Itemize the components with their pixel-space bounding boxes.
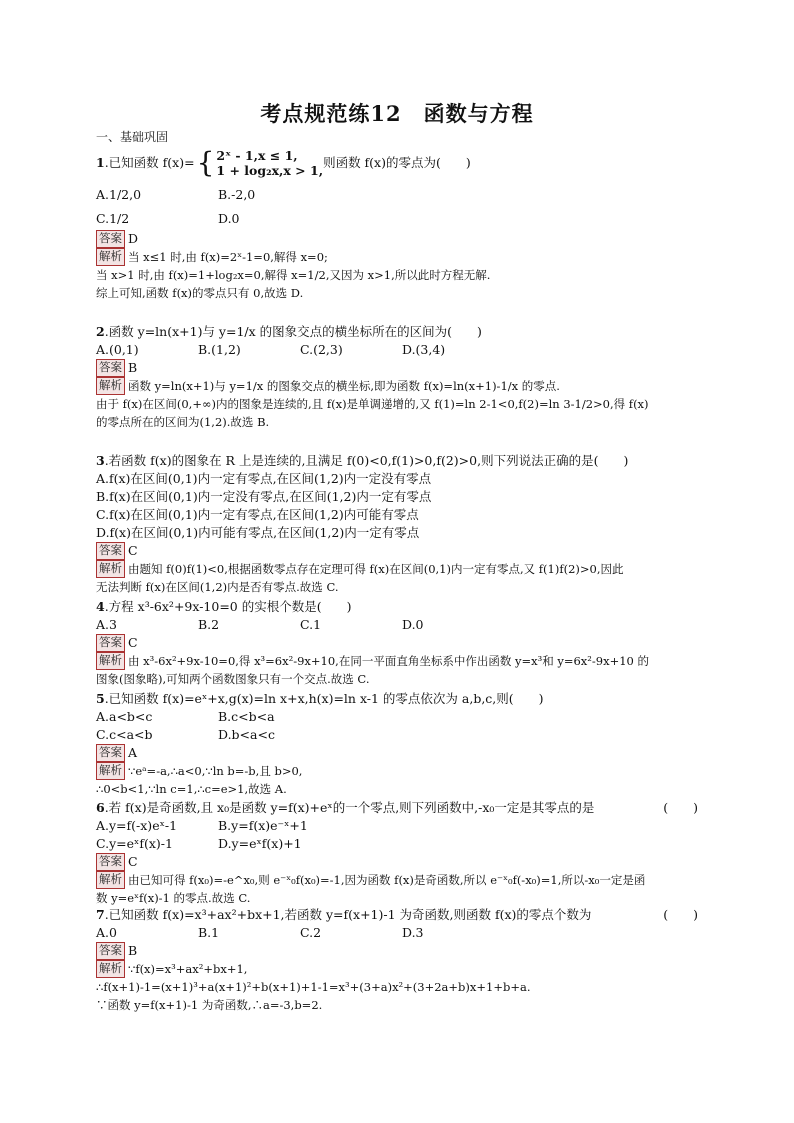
question-1 — [96, 146, 706, 302]
page-title: 考点规范练12 函数与方程 — [260, 101, 534, 126]
option-d: D.b<a<c — [218, 727, 275, 742]
answer-label: 答案 — [96, 230, 125, 248]
answer-bracket: ( ) — [663, 800, 698, 815]
question-number: 7 — [96, 907, 105, 922]
solution-line: 函数 y=ln(x+1)与 y=1/x 的图象交点的横坐标,即为函数 f(x)=ln(x+1)-1/x 的零点. — [128, 379, 560, 393]
option-c: C.y=eˣf(x)-1 — [96, 836, 173, 851]
piecewise-case-1: 2ˣ - 1,x ≤ 1, — [216, 148, 298, 163]
question-stem: .函数 y=ln(x+1)与 y=1/x 的图象交点的横坐标所在的区间为( ) — [104, 324, 482, 339]
option-c: C.1/2 — [96, 211, 130, 226]
question-stem-end: 则函数 f(x)的零点为( ) — [323, 155, 471, 170]
solution-line: 无法判断 f(x)在区间(1,2)内是否有零点.故选 C. — [96, 580, 339, 594]
solution-line: 综上可知,函数 f(x)的零点只有 0,故选 D. — [96, 286, 304, 300]
piecewise-brace-icon: { — [196, 146, 215, 179]
question-stem: .已知函数 f(x)=eˣ+x,g(x)=ln x+x,h(x)=ln x-1 的零点依次为 a,b,c,则( ) — [104, 691, 544, 706]
option-a: A.0 — [96, 925, 117, 940]
answer-label: 答案 — [96, 744, 125, 762]
option-d: D.y=eˣf(x)+1 — [218, 836, 302, 851]
option-c: C.1 — [300, 617, 322, 632]
option-d: D.0 — [402, 617, 424, 632]
question-number: 3 — [96, 453, 105, 468]
answer-value: D — [128, 231, 139, 246]
option-b: B.2 — [198, 617, 220, 632]
option-a: A.1/2,0 — [96, 187, 142, 202]
answer-label: 答案 — [96, 853, 125, 871]
solution-line: 当 x≤1 时,由 f(x)=2ˣ-1=0,解得 x=0; — [128, 250, 328, 264]
question-2 — [96, 323, 706, 431]
option-d: D.(3,4) — [402, 342, 446, 357]
question-stem-start: .已知函数 f(x)= — [104, 155, 195, 170]
option-a: A.a<b<c — [96, 709, 153, 724]
solution-line: ∵eᵃ=-a,∴a<0,∵ln b=-b,且 b>0, — [128, 764, 303, 778]
question-stem: .若 f(x)是奇函数,且 x₀是函数 y=f(x)+eˣ的一个零点,则下列函数中,-x₀一定是其零点的是 — [104, 800, 595, 815]
solution-line: ∴0<b<1,∵ln c=1,∴c=e>1,故选 A. — [96, 782, 287, 796]
solution-label: 解析 — [96, 762, 125, 780]
solution-label: 解析 — [96, 652, 125, 670]
option-c: C.2 — [300, 925, 322, 940]
answer-value: B — [128, 943, 138, 958]
solution-label: 解析 — [96, 871, 125, 889]
option-b: B.(1,2) — [198, 342, 241, 357]
solution-label: 解析 — [96, 377, 125, 395]
option-a: A.3 — [96, 617, 117, 632]
answer-value: A — [128, 745, 138, 760]
question-number: 4 — [96, 599, 105, 614]
question-4 — [96, 598, 706, 688]
answer-bracket: ( ) — [663, 907, 698, 922]
question-6 — [96, 799, 706, 907]
solution-line: ∵函数 y=f(x+1)-1 为奇函数,∴a=-3,b=2. — [96, 998, 323, 1012]
question-number: 1 — [96, 155, 105, 170]
option-b: B.c<b<a — [218, 709, 275, 724]
option-c: C.(2,3) — [300, 342, 343, 357]
solution-line: 图象(图象略),可知两个函数图象只有一个交点.故选 C. — [96, 672, 370, 686]
question-3 — [96, 452, 706, 596]
solution-line: 的零点所在的区间为(1,2).故选 B. — [96, 415, 270, 429]
question-number: 6 — [96, 800, 105, 815]
question-stem: .已知函数 f(x)=x³+ax²+bx+1,若函数 y=f(x+1)-1 为奇函数,则函数 f(x)的零点个数为 — [104, 907, 592, 922]
answer-label: 答案 — [96, 542, 125, 560]
answer-value: C — [128, 543, 138, 558]
solution-line: 由已知可得 f(x₀)=-e^x₀,则 e⁻ˣ₀f(x₀)=-1,因为函数 f(x)是奇函数,所以 e⁻ˣ₀f(-x₀)=1,所以-x₀一定是函 — [128, 873, 646, 887]
option-b: B.f(x)在区间(0,1)内一定没有零点,在区间(1,2)内一定有零点 — [96, 489, 432, 504]
question-stem: .方程 x³-6x²+9x-10=0 的实根个数是( ) — [104, 599, 352, 614]
answer-value: C — [128, 635, 138, 650]
option-a: A.f(x)在区间(0,1)内一定有零点,在区间(1,2)内一定没有零点 — [96, 471, 432, 486]
answer-value: B — [128, 360, 138, 375]
answer-label: 答案 — [96, 359, 125, 377]
option-b: B.1 — [198, 925, 220, 940]
section-heading: 一、基础巩固 — [96, 130, 169, 144]
piecewise-case-2: 1 + log₂x,x > 1, — [216, 163, 324, 178]
solution-label: 解析 — [96, 960, 125, 978]
question-number: 2 — [96, 324, 105, 339]
solution-line: ∵f(x)=x³+ax²+bx+1, — [128, 962, 248, 976]
option-a: A.(0,1) — [96, 342, 139, 357]
option-b: B.-2,0 — [218, 187, 256, 202]
question-number: 5 — [96, 691, 105, 706]
solution-line: 由 x³-6x²+9x-10=0,得 x³=6x²-9x+10,在同一平面直角坐标系中作出函数 y=x³和 y=6x²-9x+10 的 — [128, 654, 650, 668]
solution-label: 解析 — [96, 560, 125, 578]
option-d: D.f(x)在区间(0,1)内可能有零点,在区间(1,2)内一定有零点 — [96, 525, 420, 540]
answer-label: 答案 — [96, 942, 125, 960]
question-7 — [96, 906, 706, 1014]
question-stem: .若函数 f(x)的图象在 R 上是连续的,且满足 f(0)<0,f(1)>0,f(2)>0,则下列说法正确的是( ) — [104, 453, 629, 468]
solution-line: 由题知 f(0)f(1)<0,根据函数零点存在定理可得 f(x)在区间(0,1)内一定有零点,又 f(1)f(2)>0,因此 — [128, 562, 624, 576]
solution-line: ∴f(x+1)-1=(x+1)³+a(x+1)²+b(x+1)+1-1=x³+(3+a)x²+(3+2a+b)x+1+b+a. — [96, 980, 531, 994]
option-d: D.0 — [218, 211, 240, 226]
option-c: C.f(x)在区间(0,1)内一定有零点,在区间(1,2)内可能有零点 — [96, 507, 419, 522]
solution-label: 解析 — [96, 248, 125, 266]
solution-line: 数 y=eˣf(x)-1 的零点.故选 C. — [96, 891, 251, 905]
answer-label: 答案 — [96, 634, 125, 652]
option-a: A.y=f(-x)eˣ-1 — [96, 818, 178, 833]
question-5 — [96, 690, 706, 798]
option-d: D.3 — [402, 925, 424, 940]
option-c: C.c<a<b — [96, 727, 153, 742]
solution-line: 由于 f(x)在区间(0,+∞)内的图象是连续的,且 f(x)是单调递增的,又 f(1)=ln 2-1<0,f(2)=ln 3-1/2>0,得 f(x) — [96, 397, 649, 411]
answer-value: C — [128, 854, 138, 869]
solution-line: 当 x>1 时,由 f(x)=1+log₂x=0,解得 x=1/2,又因为 x>1,所以此时方程无解. — [96, 268, 491, 282]
option-b: B.y=f(x)e⁻ˣ+1 — [218, 818, 308, 833]
